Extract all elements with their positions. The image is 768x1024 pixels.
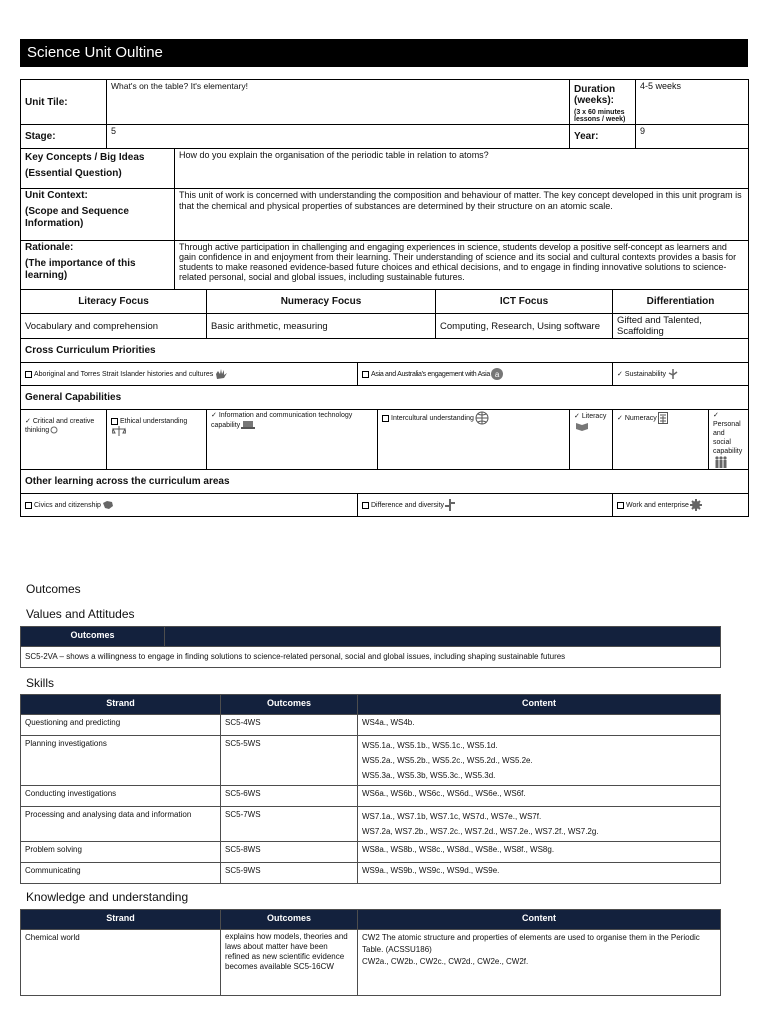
- skills-content: [358, 863, 721, 884]
- skills-outcome: SC5-9WS: [221, 863, 358, 884]
- values-col-header: Outcomes: [21, 627, 165, 647]
- gc-literacy-label: Literacy: [581, 413, 607, 420]
- laptop-icon: [241, 420, 255, 430]
- knowledge-strand: Chemical world: [21, 930, 221, 996]
- unchecked-box-icon: [617, 502, 624, 509]
- check-mark-icon: ✓: [617, 370, 625, 378]
- gc-critical-thinking[interactable]: [21, 410, 107, 470]
- ccp-aboriginal[interactable]: [21, 363, 358, 386]
- differentiation-header: Differentiation: [613, 290, 749, 314]
- unchecked-box-icon: [362, 502, 369, 509]
- skills-outcome: SC5-6WS: [221, 786, 358, 807]
- values-heading: Values and Attitudes: [26, 607, 135, 621]
- skills-content-line: WS6a., WS6b., WS6c., WS6d., WS6e., WS6f.: [362, 789, 526, 798]
- unchecked-box-icon: [111, 418, 118, 425]
- gc-critical-thinking-label: Critical and creative thinking: [25, 418, 95, 434]
- unit-context-label: [21, 189, 175, 241]
- check-mark-icon: ✓: [713, 412, 719, 419]
- knowledge-outcome: explains how models, theories and laws about matter have been refined as new scientific evidence becomes available SC5-16CW: [221, 930, 358, 996]
- unchecked-box-icon: [362, 371, 369, 378]
- puzzle-icon: [445, 499, 455, 511]
- gears-icon: [50, 426, 58, 434]
- skills-outcome: SC5-7WS: [221, 807, 358, 842]
- values-col-header-blank: [165, 627, 721, 647]
- rationale-value: Through active participation in challenging and engaging experiences in science, students develop a positive self-concept as learners and gain confidence in and enjoyment from their learning. Their understanding of science and its social and cultural contexts provides a basis for students to make reasoned evidence-based future choices and ethical decisions, and to engage in finding innovative solutions to science-related personal, social and global issues, including sustainable futures.: [175, 241, 749, 290]
- values-table: [20, 626, 721, 668]
- key-concepts-value: How do you explain the organisation of the periodic table in relation to atoms?: [175, 149, 749, 189]
- literacy-focus-header: Literacy Focus: [21, 290, 207, 314]
- skills-content-header: Content: [358, 695, 721, 715]
- skills-content: [358, 786, 721, 807]
- skills-strand: Processing and analysing data and information: [21, 807, 221, 842]
- skills-content-line: WS8a., WS8b., WS8c., WS8d., WS8e., WS8f., WS8g.: [362, 845, 555, 854]
- gc-header: General Capabilities: [21, 386, 749, 410]
- values-row: SC5-2VA – shows a willingness to engage in finding solutions to science-related personal, social and global issues, including shaping sustainable futures: [21, 647, 721, 668]
- rationale-subtitle: (The importance of this learning): [25, 258, 136, 281]
- unchecked-box-icon: [25, 502, 32, 509]
- calculator-icon: [658, 412, 668, 424]
- year-value: 9: [636, 125, 749, 149]
- knowledge-strand-header: Strand: [21, 910, 221, 930]
- gc-numeracy-label: Numeracy: [624, 414, 657, 422]
- gc-intercultural-label: Intercultural understanding: [391, 414, 474, 422]
- skills-content: [358, 842, 721, 863]
- gc-ethical[interactable]: [107, 410, 207, 470]
- gc-numeracy[interactable]: [613, 410, 709, 470]
- skills-content-line: WS4a., WS4b.: [362, 718, 415, 727]
- outcomes-heading: Outcomes: [26, 582, 81, 596]
- skills-table: [20, 694, 721, 884]
- numeracy-focus-header: Numeracy Focus: [207, 290, 436, 314]
- page-title: Science Unit Oultine: [20, 39, 748, 67]
- knowledge-content-line: CW2 The atomic structure and properties of elements are used to organise them in the Periodic Table. (ACSSU186): [362, 933, 700, 954]
- key-concepts-title: Key Concepts / Big Ideas: [25, 152, 145, 163]
- other-learning-header: Other learning across the curriculum areas: [21, 470, 749, 494]
- svg-text:a: a: [494, 370, 500, 379]
- skills-content-line: WS7.2a, WS7.2b., WS7.2c., WS7.2d., WS7.2e., WS7.2f., WS7.2g.: [362, 827, 599, 836]
- key-concepts-subtitle: (Essential Question): [25, 168, 122, 179]
- map-icon: [102, 500, 114, 510]
- cog-icon: [690, 499, 702, 511]
- year-label: Year:: [570, 125, 636, 149]
- skills-content: [358, 807, 721, 842]
- ccp-header: Cross Curriculum Priorities: [21, 339, 749, 363]
- key-concepts-label: [21, 149, 175, 189]
- check-mark-icon: ✓: [211, 412, 219, 419]
- gc-intercultural[interactable]: [378, 410, 570, 470]
- skills-content-line: WS9a., WS9b., WS9c., WS9d., WS9e.: [362, 866, 500, 875]
- gc-personal-social-label: Personal and social capability: [713, 421, 743, 455]
- ccp-aboriginal-label: Aboriginal and Torres Strait Islander histories and cultures: [34, 370, 214, 378]
- unit-title-label: Unit Tile:: [21, 80, 107, 125]
- unchecked-box-icon: [25, 371, 32, 378]
- check-mark-icon: ✓: [25, 418, 33, 425]
- check-mark-icon: ✓: [574, 413, 582, 420]
- numeracy-focus-value: Basic arithmetic, measuring: [207, 314, 436, 339]
- hand-icon: [214, 368, 228, 380]
- skills-heading: Skills: [26, 676, 55, 690]
- skills-outcome: SC5-5WS: [221, 736, 358, 786]
- ccp-asia-label: Asia and Australia's engagement with Asia: [371, 370, 491, 378]
- skills-outcome: SC5-8WS: [221, 842, 358, 863]
- knowledge-heading: Knowledge and understanding: [26, 890, 189, 904]
- unit-title-value: What's on the table? It's elementary!: [107, 80, 570, 125]
- asia-letter-icon: [491, 368, 503, 380]
- skills-strand: Problem solving: [21, 842, 221, 863]
- unit-context-value: This unit of work is concerned with understanding the composition and behaviour of matter. The key concept developed in this unit program is that the chemical and physical properties of substances are determined by their structure on an atomic scale.: [175, 189, 749, 241]
- check-mark-icon: ✓: [617, 414, 625, 422]
- skills-content-line: WS5.1a., WS5.1b., WS5.1c., WS5.1d.: [362, 741, 498, 750]
- duration-cell: [570, 80, 636, 125]
- ict-focus-header: ICT Focus: [436, 290, 613, 314]
- skills-outcomes-header: Outcomes: [221, 695, 358, 715]
- ccp-asia[interactable]: [358, 363, 613, 386]
- skills-outcome: SC5-4WS: [221, 715, 358, 736]
- unit-context-subtitle: (Scope and Sequence Information): [25, 206, 129, 229]
- skills-content: [358, 736, 721, 786]
- skills-strand: Planning investigations: [21, 736, 221, 786]
- skills-strand-header: Strand: [21, 695, 221, 715]
- globe-icon: [475, 411, 489, 425]
- knowledge-outcomes-header: Outcomes: [221, 910, 358, 930]
- skills-strand: Questioning and predicting: [21, 715, 221, 736]
- stage-value: 5: [107, 125, 570, 149]
- gc-personal-social[interactable]: [709, 410, 749, 470]
- leaf-icon: [667, 368, 679, 380]
- other-civics-label: Civics and citizenship: [34, 501, 101, 509]
- skills-content-line: WS5.3a., WS5.3b, WS5.3c., WS5.3d.: [362, 771, 496, 780]
- ccp-sustainability[interactable]: [613, 363, 749, 386]
- other-diversity-label: Difference and diversity: [371, 501, 445, 509]
- rationale-label: [21, 241, 175, 290]
- literacy-focus-value: Vocabulary and comprehension: [21, 314, 207, 339]
- skills-strand: Communicating: [21, 863, 221, 884]
- gc-ethical-label: Ethical understanding: [120, 418, 188, 425]
- duration-label: Duration (weeks):: [574, 84, 616, 106]
- knowledge-table: [20, 909, 721, 996]
- unchecked-box-icon: [382, 415, 389, 422]
- rationale-title: Rationale:: [25, 242, 74, 253]
- unit-context-title: Unit Context:: [25, 190, 88, 201]
- differentiation-value: Gifted and Talented, Scaffolding: [613, 314, 749, 339]
- gc-ict[interactable]: [207, 410, 378, 470]
- duration-sub: (3 x 60 minutes lessons / week): [574, 109, 626, 123]
- people-icon: [714, 456, 728, 468]
- other-work[interactable]: [613, 494, 749, 517]
- skills-content-line: WS7.1a., WS7.1b, WS7.1c, WS7d., WS7e., WS7f.: [362, 812, 542, 821]
- unit-outline-table: [20, 79, 749, 517]
- duration-value: 4-5 weeks: [636, 80, 749, 125]
- gc-literacy[interactable]: [570, 410, 613, 470]
- other-diversity[interactable]: [358, 494, 613, 517]
- other-civics[interactable]: [21, 494, 358, 517]
- gc-ict-label: Information and communication technology capability: [211, 412, 353, 429]
- skills-strand: Conducting investigations: [21, 786, 221, 807]
- other-work-label: Work and enterprise: [626, 501, 689, 509]
- ict-focus-value: Computing, Research, Using software: [436, 314, 613, 339]
- knowledge-content-header: Content: [358, 910, 721, 930]
- scales-icon: [112, 426, 126, 436]
- stage-label: Stage:: [21, 125, 107, 149]
- knowledge-content-line: CW2a., CW2b., CW2c., CW2d., CW2e., CW2f.: [362, 957, 529, 966]
- knowledge-content: [358, 930, 721, 996]
- skills-content-line: WS5.2a., WS5.2b., WS5.2c., WS5.2d., WS5.2e.: [362, 756, 533, 765]
- ccp-sustainability-label: Sustainability: [624, 370, 667, 378]
- book-icon: [575, 421, 589, 431]
- skills-content: [358, 715, 721, 736]
